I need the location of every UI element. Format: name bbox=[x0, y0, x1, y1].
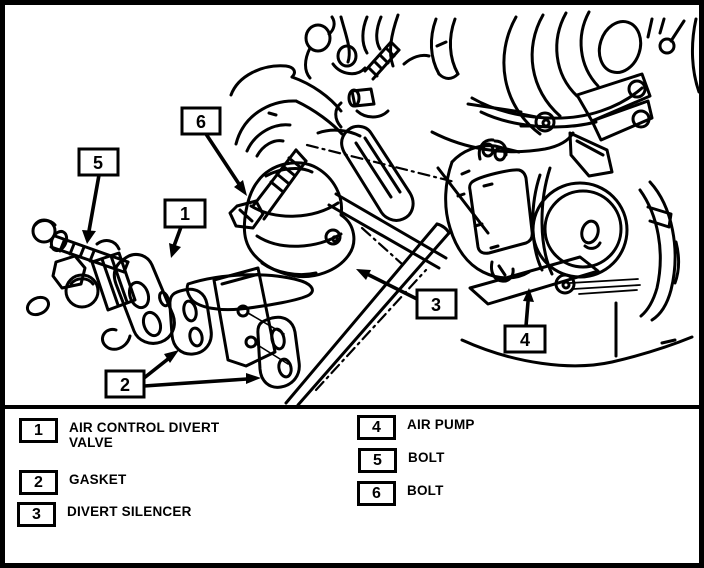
pump-bracket-strap bbox=[470, 257, 598, 304]
air-pump bbox=[446, 133, 612, 281]
legend-item-5-number: 5 bbox=[358, 448, 397, 473]
legend-item-4-label: AIR PUMP bbox=[407, 417, 475, 432]
engine-block bbox=[431, 12, 699, 140]
callout-number-5: 5 bbox=[92, 153, 104, 173]
legend-item-4-number: 4 bbox=[357, 415, 396, 440]
divert-silencer bbox=[245, 163, 354, 277]
legend-item-6 bbox=[357, 481, 444, 506]
air-control-divert-valve bbox=[25, 241, 175, 350]
legend-item-5-label: BOLT bbox=[408, 450, 445, 465]
callout-number-1: 1 bbox=[179, 204, 191, 224]
callout-5-arrow bbox=[82, 175, 99, 244]
legend-item-1-number: 1 bbox=[19, 418, 58, 443]
callout-box-2 bbox=[106, 371, 144, 397]
legend-item-6-label: BOLT bbox=[407, 483, 444, 498]
air-pump-pulley bbox=[533, 183, 640, 294]
callout-number-3: 3 bbox=[430, 295, 442, 315]
legend-item-4 bbox=[357, 415, 475, 440]
engine-casting-lines bbox=[231, 15, 429, 156]
legend-item-5 bbox=[358, 448, 445, 473]
callout-box-6 bbox=[182, 108, 220, 134]
callout-box-1 bbox=[165, 200, 205, 227]
legend-item-3 bbox=[17, 502, 192, 527]
fender-lines bbox=[462, 182, 692, 366]
callout-boxes bbox=[79, 108, 545, 397]
legend-item-2 bbox=[19, 470, 126, 495]
callout-6-arrow bbox=[206, 134, 247, 196]
callout-number-6: 6 bbox=[195, 112, 207, 132]
callout-3-arrow bbox=[356, 269, 417, 299]
callout-box-4 bbox=[505, 326, 545, 352]
legend-item-6-number: 6 bbox=[357, 481, 396, 506]
callout-box-5 bbox=[79, 149, 118, 175]
callout-number-4: 4 bbox=[519, 330, 531, 350]
callout-number-2: 2 bbox=[119, 375, 131, 395]
legend-item-2-number: 2 bbox=[19, 470, 58, 495]
legend-item-3-label: DIVERT SILENCER bbox=[67, 504, 192, 519]
callout-box-3 bbox=[417, 290, 456, 318]
callout-2-arrow-a bbox=[144, 350, 179, 378]
callout-1-arrow bbox=[169, 227, 181, 258]
legend-item-2-label: GASKET bbox=[69, 472, 127, 487]
legend-item-3-number: 3 bbox=[17, 502, 56, 527]
legend-item-1-label: AIR CONTROL DIVERT VALVE bbox=[69, 420, 220, 450]
callout-2-arrow-b bbox=[144, 373, 261, 386]
legend bbox=[5, 405, 699, 563]
legend-item-1 bbox=[19, 418, 239, 450]
parts-diagram bbox=[5, 5, 699, 405]
